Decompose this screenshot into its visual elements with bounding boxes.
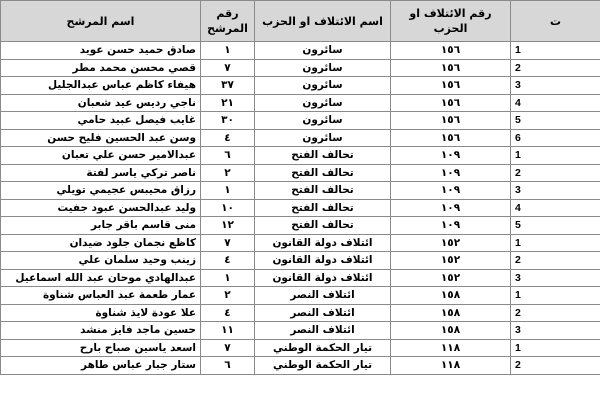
candidate-name-cell: رزاق محيبس عجيمي تويلي: [1, 182, 201, 200]
seq-cell: 2: [511, 252, 600, 270]
table-row: [1, 77, 600, 95]
header-party-name: اسم الائتلاف او الحزب: [255, 1, 391, 42]
candidate-name-cell: زينب وحيد سلمان علي: [1, 252, 201, 270]
party-name-cell: ائتلاف النصر: [255, 287, 391, 305]
seq-cell: 4: [511, 94, 600, 112]
table-body: [1, 42, 600, 375]
party-name-cell: تحالف الفتح: [255, 182, 391, 200]
party-number-cell: ١١٨: [391, 357, 511, 375]
candidate-number-cell: ٤: [201, 304, 255, 322]
table-row: [1, 304, 600, 322]
candidate-number-cell: ٢: [201, 164, 255, 182]
party-name-cell: تيار الحكمة الوطني: [255, 339, 391, 357]
party-name-cell: تحالف الفتح: [255, 217, 391, 235]
candidate-number-cell: ١٠: [201, 199, 255, 217]
party-name-cell: ائتلاف النصر: [255, 322, 391, 340]
party-name-cell: سائرون: [255, 77, 391, 95]
party-number-cell: ١٥٢: [391, 269, 511, 287]
seq-cell: 5: [511, 112, 600, 130]
candidate-number-cell: ١١: [201, 322, 255, 340]
candidate-number-cell: ٦: [201, 357, 255, 375]
candidate-name-cell: هيفاء كاظم عباس عبدالجليل: [1, 77, 201, 95]
seq-cell: 3: [511, 182, 600, 200]
party-number-cell: ١١٨: [391, 339, 511, 357]
party-name-cell: سائرون: [255, 94, 391, 112]
table-row: [1, 182, 600, 200]
party-number-cell: ١٥٦: [391, 77, 511, 95]
candidate-number-cell: ٢١: [201, 94, 255, 112]
candidate-name-cell: اسعد ياسين صباح بارح: [1, 339, 201, 357]
table-row: [1, 287, 600, 305]
candidate-name-cell: وليد عبدالحسن عبود جفيت: [1, 199, 201, 217]
party-number-cell: ١٥٨: [391, 322, 511, 340]
candidate-number-cell: ٣٧: [201, 77, 255, 95]
candidate-number-cell: ٧: [201, 234, 255, 252]
candidate-name-cell: غايب فيصل عبيد حامي: [1, 112, 201, 130]
seq-cell: 1: [511, 287, 600, 305]
table-row: [1, 199, 600, 217]
party-number-cell: ١٥٢: [391, 252, 511, 270]
seq-cell: 3: [511, 322, 600, 340]
seq-cell: 1: [511, 147, 600, 165]
header-candidate-number: رقم المرشح: [201, 1, 255, 42]
party-name-cell: ائتلاف النصر: [255, 304, 391, 322]
candidate-name-cell: حسين ماجد فايز منشد: [1, 322, 201, 340]
table-row: [1, 357, 600, 375]
candidate-number-cell: ١٢: [201, 217, 255, 235]
party-name-cell: سائرون: [255, 59, 391, 77]
party-number-cell: ١٥٦: [391, 112, 511, 130]
candidate-name-cell: عبدالهادي موحان عبد الله اسماعيل: [1, 269, 201, 287]
candidate-name-cell: صادق حميد حسن عويد: [1, 42, 201, 60]
party-number-cell: ١٥٦: [391, 59, 511, 77]
seq-cell: 2: [511, 59, 600, 77]
header-candidate-name: اسم المرشح: [1, 1, 201, 42]
candidate-number-cell: ١: [201, 182, 255, 200]
candidate-number-cell: ٧: [201, 59, 255, 77]
party-number-cell: ١٥٨: [391, 304, 511, 322]
candidate-name-cell: ناجي رديس عيد شعبان: [1, 94, 201, 112]
party-name-cell: سائرون: [255, 129, 391, 147]
header-row: [1, 1, 600, 42]
table-row: [1, 147, 600, 165]
party-name-cell: ائتلاف دولة القانون: [255, 269, 391, 287]
party-name-cell: تحالف الفتح: [255, 164, 391, 182]
party-number-cell: ١٥٦: [391, 94, 511, 112]
seq-cell: 3: [511, 77, 600, 95]
header-party-number: رقم الائتلاف او الحزب: [391, 1, 511, 42]
candidate-name-cell: وسن عبد الحسين فليح حسن: [1, 129, 201, 147]
candidate-name-cell: قصي محسن محمد مطر: [1, 59, 201, 77]
candidate-name-cell: كاظع نجمان جلود ضيدان: [1, 234, 201, 252]
party-name-cell: ائتلاف دولة القانون: [255, 234, 391, 252]
party-name-cell: سائرون: [255, 112, 391, 130]
table-row: [1, 59, 600, 77]
party-name-cell: تيار الحكمة الوطني: [255, 357, 391, 375]
candidate-number-cell: ١: [201, 269, 255, 287]
party-number-cell: ١٥٦: [391, 129, 511, 147]
party-number-cell: ١٠٩: [391, 147, 511, 165]
party-number-cell: ١٠٩: [391, 182, 511, 200]
party-name-cell: ائتلاف دولة القانون: [255, 252, 391, 270]
header-seq: ت: [511, 1, 600, 42]
candidate-number-cell: ٤: [201, 129, 255, 147]
table-row: [1, 42, 600, 60]
seq-cell: 5: [511, 217, 600, 235]
seq-cell: 2: [511, 304, 600, 322]
party-number-cell: ١٥٨: [391, 287, 511, 305]
candidate-number-cell: ٦: [201, 147, 255, 165]
candidate-number-cell: ٢: [201, 287, 255, 305]
seq-cell: 1: [511, 42, 600, 60]
candidate-number-cell: ٣٠: [201, 112, 255, 130]
candidate-name-cell: علا عودة لايذ شناوة: [1, 304, 201, 322]
candidate-name-cell: منى قاسم باقر جابر: [1, 217, 201, 235]
table-row: [1, 164, 600, 182]
seq-cell: 2: [511, 164, 600, 182]
party-name-cell: تحالف الفتح: [255, 147, 391, 165]
table-row: [1, 234, 600, 252]
candidate-number-cell: ٧: [201, 339, 255, 357]
seq-cell: 2: [511, 357, 600, 375]
party-name-cell: تحالف الفتح: [255, 199, 391, 217]
table-row: [1, 112, 600, 130]
seq-cell: 3: [511, 269, 600, 287]
candidate-number-cell: ٤: [201, 252, 255, 270]
candidate-name-cell: عبدالامير حسن علي تعبان: [1, 147, 201, 165]
party-number-cell: ١٠٩: [391, 164, 511, 182]
table-row: [1, 322, 600, 340]
party-number-cell: ١٥٢: [391, 234, 511, 252]
seq-cell: 1: [511, 234, 600, 252]
candidate-name-cell: ناصر تركي ياسر لفتة: [1, 164, 201, 182]
table-row: [1, 252, 600, 270]
table-row: [1, 269, 600, 287]
table-row: [1, 129, 600, 147]
party-number-cell: ١٠٩: [391, 199, 511, 217]
seq-cell: 6: [511, 129, 600, 147]
candidate-name-cell: ستار جبار عباس طاهر: [1, 357, 201, 375]
table-header: [1, 1, 600, 42]
party-number-cell: ١٠٩: [391, 217, 511, 235]
party-number-cell: ١٥٦: [391, 42, 511, 60]
table-row: [1, 217, 600, 235]
table-row: [1, 339, 600, 357]
candidate-number-cell: ١: [201, 42, 255, 60]
seq-cell: 1: [511, 339, 600, 357]
table-row: [1, 94, 600, 112]
seq-cell: 4: [511, 199, 600, 217]
party-name-cell: سائرون: [255, 42, 391, 60]
candidate-name-cell: عمار طعمة عبد العباس شناوة: [1, 287, 201, 305]
